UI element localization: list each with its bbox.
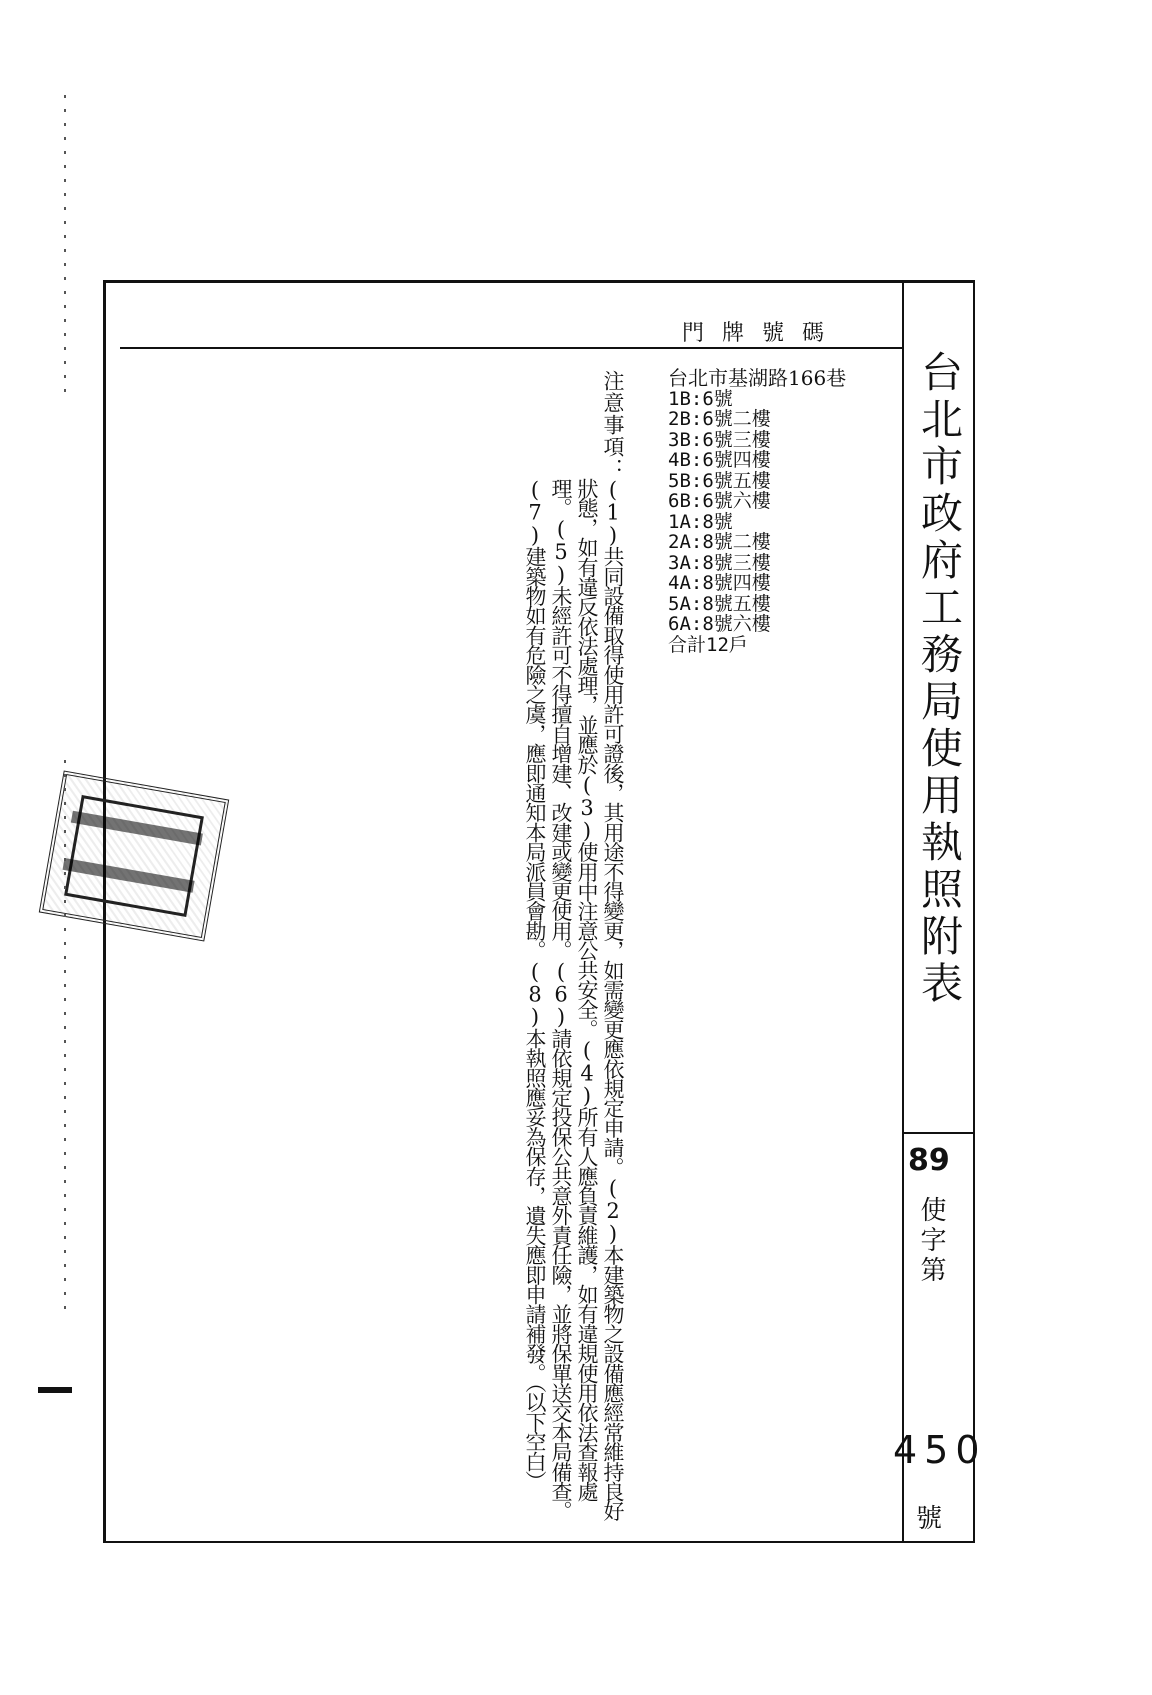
address-header: 門牌號碼 bbox=[682, 321, 843, 346]
scan-edge-mark bbox=[38, 1387, 72, 1393]
permit-type: 使字第 bbox=[916, 1196, 946, 1286]
document-title: 台北市政府工務局使用執照附表 bbox=[915, 350, 964, 1008]
notes-body: (1)共同設備取得使用許可證後，其用途不得變更，如需變更應依規定申請。(2)本建築物之設備應經常維持良好狀態，如有違反依法處理，並應於(3)使用中注意公共安全。(4)所有人應負責維護，如有違規使用依法查報處理。(5)未經許可不得擅自增建、改建或變更使用。(6)請依規定投保公共意外責任險，並將保單送交本局備查。(7)建築物如有危險之虞，應即通知本局派員會勘。(8)本執照應妥為保存，遺失應即申請補發。（以下空白） bbox=[523, 478, 625, 1521]
official-seal-stamp bbox=[39, 771, 229, 942]
address-item: 3A:8號三樓 bbox=[668, 551, 771, 574]
address-item: 6A:8號六樓 bbox=[668, 613, 771, 635]
address-item: 4A:8號四樓 bbox=[668, 572, 771, 594]
header-divider bbox=[120, 347, 902, 349]
scan-margin-dots bbox=[64, 760, 66, 1320]
address-street: 台北市基湖路166巷 bbox=[668, 366, 847, 390]
address-item: 4B:6號四樓 bbox=[668, 449, 771, 471]
address-item: 2B:6號二樓 bbox=[668, 408, 771, 430]
permit-year: 89 bbox=[908, 1143, 950, 1178]
scan-margin-dots bbox=[64, 95, 66, 395]
address-item: 5B:6號五樓 bbox=[668, 469, 771, 492]
address-list bbox=[668, 368, 846, 655]
address-item: 5A:8號五樓 bbox=[668, 592, 771, 615]
permit-divider bbox=[902, 1132, 975, 1134]
address-item: 3B:6號三樓 bbox=[668, 428, 771, 451]
address-item: 1A:8號 bbox=[668, 510, 733, 533]
address-total: 合計12戶 bbox=[668, 633, 748, 656]
title-column-divider bbox=[902, 282, 904, 1541]
notes-title: 注意事項： bbox=[601, 370, 625, 480]
address-item: 6B:6號六樓 bbox=[668, 490, 771, 512]
address-item: 2A:8號二樓 bbox=[668, 531, 771, 553]
permit-suffix: 號 bbox=[916, 1504, 943, 1534]
permit-number: 450 bbox=[893, 1428, 987, 1472]
address-item: 1B:6號 bbox=[668, 387, 733, 410]
